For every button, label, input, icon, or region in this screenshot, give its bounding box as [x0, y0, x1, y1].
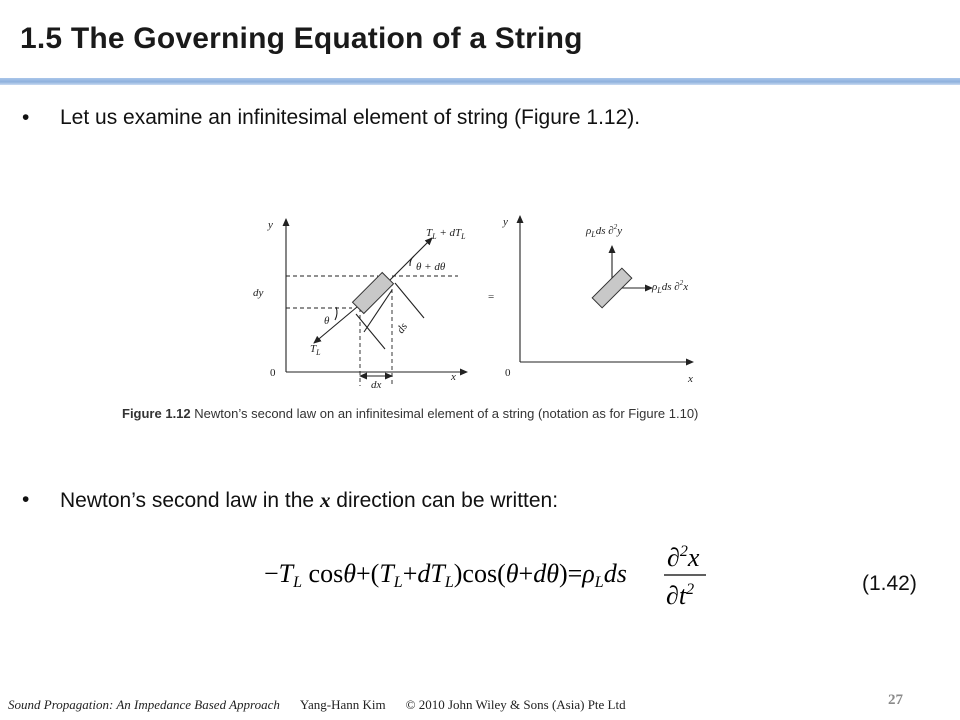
- left-x-label: x: [451, 371, 456, 383]
- tension-bottom-arrow: [314, 307, 357, 343]
- svg-text:∂t2: ∂t2: [666, 581, 695, 610]
- equation-1-42: [262, 538, 712, 610]
- bullet-text-before: Newton’s second law in the: [60, 489, 320, 512]
- right-origin-label: 0: [505, 367, 511, 379]
- label-angle-top: θ + dθ: [416, 261, 446, 273]
- slide-title: 1.5 The Governing Equation of a String: [20, 22, 583, 55]
- svg-text:∂2x: ∂2x: [667, 543, 700, 572]
- footer: [8, 697, 626, 713]
- string-element-left: [352, 272, 393, 313]
- title-underline-bar: [0, 78, 960, 85]
- label-tension-bottom: $T_L$: [310, 343, 321, 357]
- equals-sign: =: [488, 291, 495, 303]
- label-tension-top: $T_L + dT_L$: [426, 227, 466, 241]
- footer-author: Yang-Hann Kim: [299, 697, 386, 712]
- page-number: 27: [888, 692, 903, 708]
- label-dy: dy: [253, 287, 264, 299]
- label-dx: dx: [371, 379, 382, 391]
- label-theta: θ: [324, 315, 330, 327]
- bullet-text: Let us examine an infinitesimal element of string (Figure 1.12).: [60, 106, 641, 129]
- equation-number: (1.42): [862, 572, 917, 595]
- figure-caption: [122, 406, 882, 421]
- bullet-dot: •: [22, 106, 30, 129]
- right-y-label: y: [503, 216, 508, 228]
- equation-lhs: −TL cosθ+(TL+dTL)cos(θ+dθ)=ρLds: [264, 559, 627, 591]
- bullet-variable-x: x: [319, 488, 331, 512]
- left-y-label: y: [268, 219, 273, 231]
- tension-top-arrow: [388, 238, 432, 282]
- label-ds: ds: [394, 320, 411, 336]
- bullet-text: [60, 488, 558, 513]
- figure-string-element-diagram: [240, 204, 720, 394]
- right-x-label: x: [688, 373, 693, 385]
- footer-copyright: © 2010 John Wiley & Sons (Asia) Pte Ltd: [405, 697, 626, 712]
- bullet-dot: •: [22, 488, 30, 511]
- figure-caption-label: Figure 1.12: [122, 406, 191, 421]
- label-horizontal-force: $\rho_Lds$ ∂$^2$x: [652, 279, 689, 295]
- equation-fraction: [664, 543, 706, 610]
- left-origin-label: 0: [270, 367, 276, 379]
- figure-caption-text: Newton’s second law on an infinitesimal element of a string (notation as for Figure 1.10): [190, 406, 699, 421]
- footer-book-title: Sound Propagation: An Impedance Based Approach: [8, 697, 280, 712]
- label-vertical-force: $\rho_Lds$ ∂$^2$y: [586, 223, 623, 239]
- bullet-text-after: direction can be written:: [330, 489, 559, 512]
